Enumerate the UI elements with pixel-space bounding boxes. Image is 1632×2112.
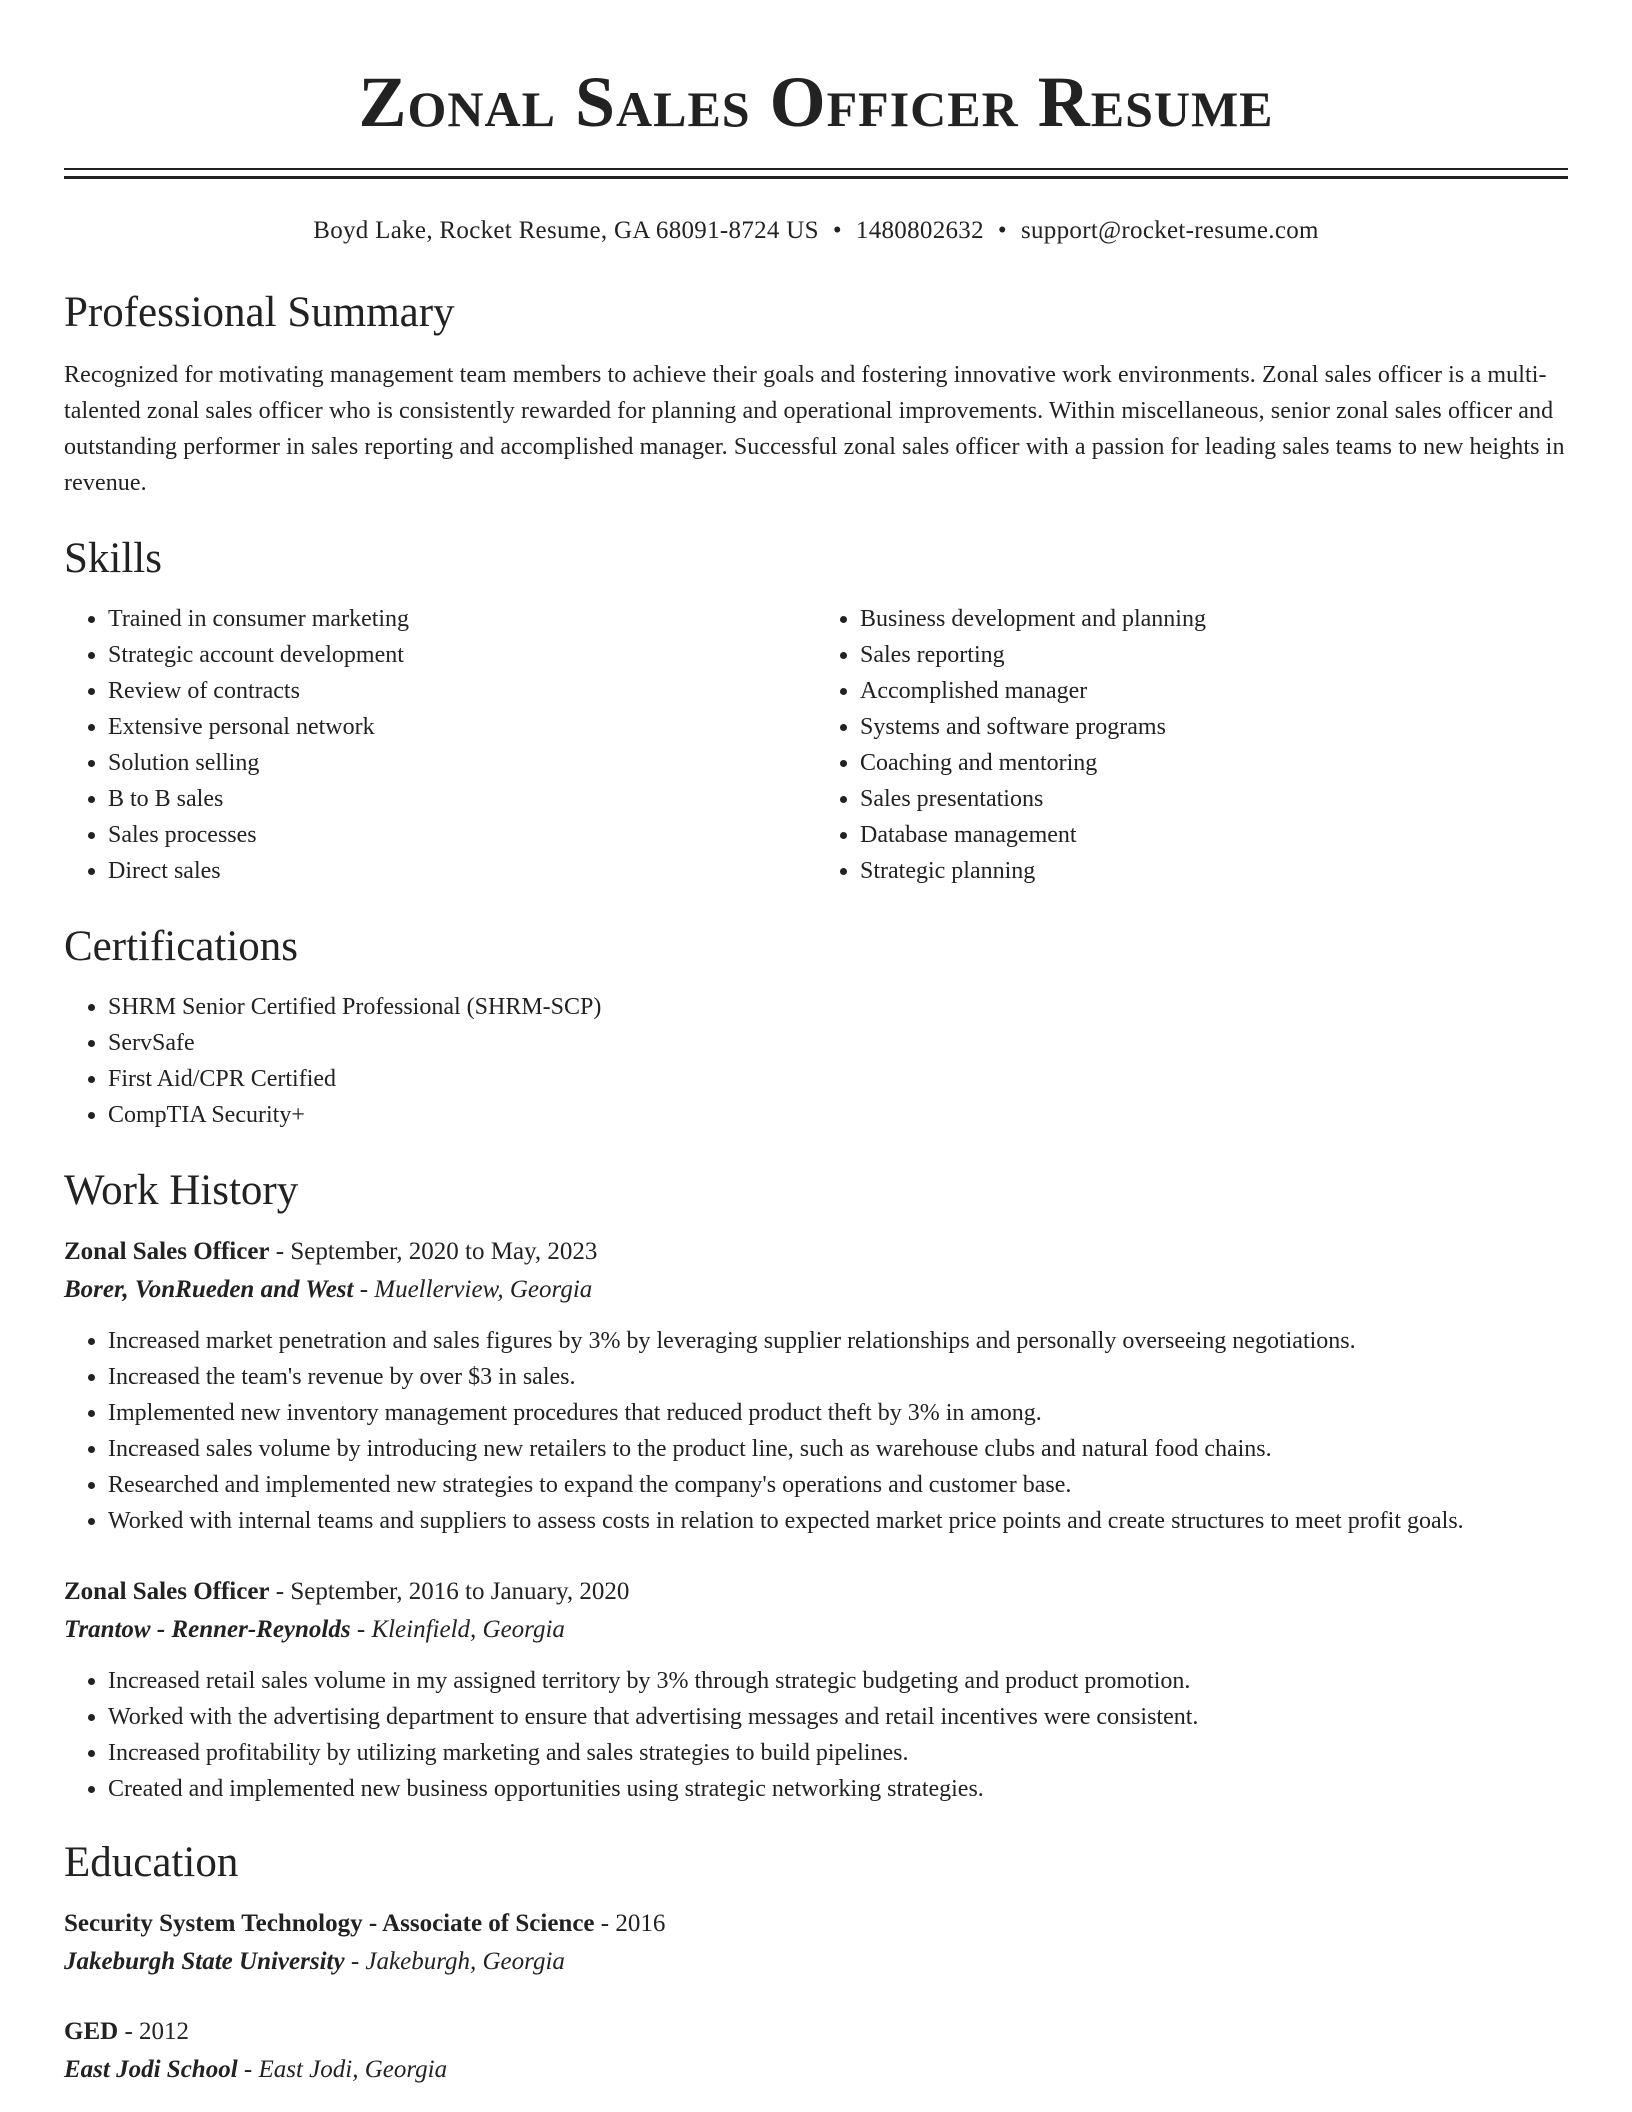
skill-item: • Database management	[860, 817, 1568, 853]
skills-columns	[64, 601, 1568, 889]
job-bullet: • Researched and implemented new strategies to expand the company's operations and customer base.	[108, 1467, 1568, 1503]
contact-separator: •	[997, 217, 1007, 244]
skill-item: • Coaching and mentoring	[860, 745, 1568, 781]
contact-email: support@rocket-resume.com	[1020, 217, 1319, 244]
education-school-line: East Jodi School - East Jodi, Georgia	[64, 2056, 448, 2083]
job-location: Kleinfield, Georgia	[371, 1616, 565, 1643]
job-title-line: Zonal Sales Officer - September, 2016 to January, 2020	[64, 1578, 630, 1605]
resume-title: Zonal Sales Officer Resume	[358, 62, 1274, 142]
skill-item: • Extensive personal network	[108, 709, 816, 745]
job-entry	[64, 1233, 1568, 1539]
skill-item: • B to B sales	[108, 781, 816, 817]
skill-item: • Accomplished manager	[860, 673, 1568, 709]
job-bullet: • Worked with the advertising department to ensure that advertising messages and retail incentives were consistent.	[108, 1699, 1568, 1735]
work-history-section	[64, 1165, 1568, 1807]
divider-line-thin	[64, 168, 1568, 170]
education-school: Jakeburgh State University	[64, 1948, 345, 1975]
skills-heading: Skills	[64, 535, 162, 582]
skill-item: • Systems and software programs	[860, 709, 1568, 745]
skill-item: • Sales reporting	[860, 637, 1568, 673]
certification-item: • ServSafe	[108, 1025, 1568, 1061]
job-bullet: • Increased profitability by utilizing marketing and sales strategies to build pipelines.	[108, 1735, 1568, 1771]
job-bullets	[64, 1323, 1568, 1539]
skill-item: • Direct sales	[108, 853, 816, 889]
job-company-line: Trantow - Renner-Reynolds - Kleinfield, Georgia	[64, 1616, 565, 1643]
contact-phone: 1480802632	[855, 217, 984, 244]
job-company: Borer, VonRueden and West	[64, 1276, 354, 1303]
contact-separator: •	[832, 217, 842, 244]
job-dates: September, 2020 to May, 2023	[290, 1238, 598, 1265]
certifications-heading: Certifications	[64, 923, 299, 970]
contact-address: Boyd Lake, Rocket Resume, GA 68091-8724 US	[313, 217, 819, 244]
education-year: 2016	[615, 1910, 666, 1937]
skills-list-right	[816, 601, 1568, 889]
job-company: Trantow - Renner-Reynolds	[64, 1616, 351, 1643]
education-section	[64, 1837, 1568, 2089]
summary-section	[64, 287, 1568, 501]
title-divider	[64, 168, 1568, 179]
divider-line-thick	[64, 176, 1568, 179]
skills-section	[64, 533, 1568, 889]
skill-item: • Strategic account development	[108, 637, 816, 673]
job-location: Muellerview, Georgia	[374, 1276, 593, 1303]
skill-item: • Review of contracts	[108, 673, 816, 709]
certification-item: • CompTIA Security+	[108, 1097, 1568, 1133]
skill-item: • Business development and planning	[860, 601, 1568, 637]
education-school-line: Jakeburgh State University - Jakeburgh, Georgia	[64, 1948, 565, 1975]
skill-item: • Trained in consumer marketing	[108, 601, 816, 637]
job-dates: September, 2016 to January, 2020	[290, 1578, 630, 1605]
job-bullet: • Increased the team's revenue by over $3 in sales.	[108, 1359, 1568, 1395]
certifications-section	[64, 921, 1568, 1133]
job-bullet: • Increased sales volume by introducing new retailers to the product line, such as warehouse clubs and natural food chains.	[108, 1431, 1568, 1467]
skill-item: • Strategic planning	[860, 853, 1568, 889]
education-degree-line: Security System Technology - Associate of Science - 2016	[64, 1910, 666, 1937]
job-bullets	[64, 1663, 1568, 1807]
summary-heading: Professional Summary	[64, 289, 455, 336]
education-school: East Jodi School	[64, 2056, 238, 2083]
job-entry	[64, 1573, 1568, 1807]
job-title: Zonal Sales Officer	[64, 1578, 270, 1605]
education-degree: GED	[64, 2018, 119, 2045]
job-bullet: • Implemented new inventory management procedures that reduced product theft by 3% in among.	[108, 1395, 1568, 1431]
certifications-list	[64, 989, 1568, 1133]
skill-item: • Sales presentations	[860, 781, 1568, 817]
job-bullet: • Increased retail sales volume in my assigned territory by 3% through strategic budgeting and product promotion.	[108, 1663, 1568, 1699]
education-location: East Jodi, Georgia	[258, 2056, 448, 2083]
summary-text: Recognized for motivating management team members to achieve their goals and fostering innovative work environments. Zonal sales officer is a multi-talented zonal sales officer who is consistently rewarded for planning and operational improvements. Within miscellaneous, senior zonal sales officer and outstanding performer in sales reporting and accomplished manager. Successful zonal sales officer with a passion for leading sales teams to new heights in revenue.	[64, 362, 1565, 496]
job-bullet: • Increased market penetration and sales figures by 3% by leveraging supplier relationships and personally overseeing negotiations.	[108, 1323, 1568, 1359]
education-entry	[64, 1905, 1568, 1981]
education-location: Jakeburgh, Georgia	[365, 1948, 565, 1975]
skill-item: • Solution selling	[108, 745, 816, 781]
certification-item: • SHRM Senior Certified Professional (SHRM-SCP)	[108, 989, 1568, 1025]
contact-line	[64, 215, 1568, 247]
education-entry	[64, 2013, 1568, 2089]
job-bullet: • Worked with internal teams and suppliers to assess costs in relation to expected market price points and create structures to meet profit goals.	[108, 1503, 1568, 1539]
skills-list-left	[64, 601, 816, 889]
education-heading: Education	[64, 1839, 239, 1886]
job-title: Zonal Sales Officer	[64, 1238, 270, 1265]
work-history-heading: Work History	[64, 1167, 299, 1214]
education-degree-line: GED - 2012	[64, 2018, 190, 2045]
job-company-line: Borer, VonRueden and West - Muellerview, Georgia	[64, 1276, 593, 1303]
education-year: 2012	[139, 2018, 190, 2045]
certification-item: • First Aid/CPR Certified	[108, 1061, 1568, 1097]
job-title-line: Zonal Sales Officer - September, 2020 to May, 2023	[64, 1238, 598, 1265]
skill-item: • Sales processes	[108, 817, 816, 853]
job-bullet: • Created and implemented new business opportunities using strategic networking strategies.	[108, 1771, 1568, 1807]
education-degree: Security System Technology - Associate of Science	[64, 1910, 595, 1937]
